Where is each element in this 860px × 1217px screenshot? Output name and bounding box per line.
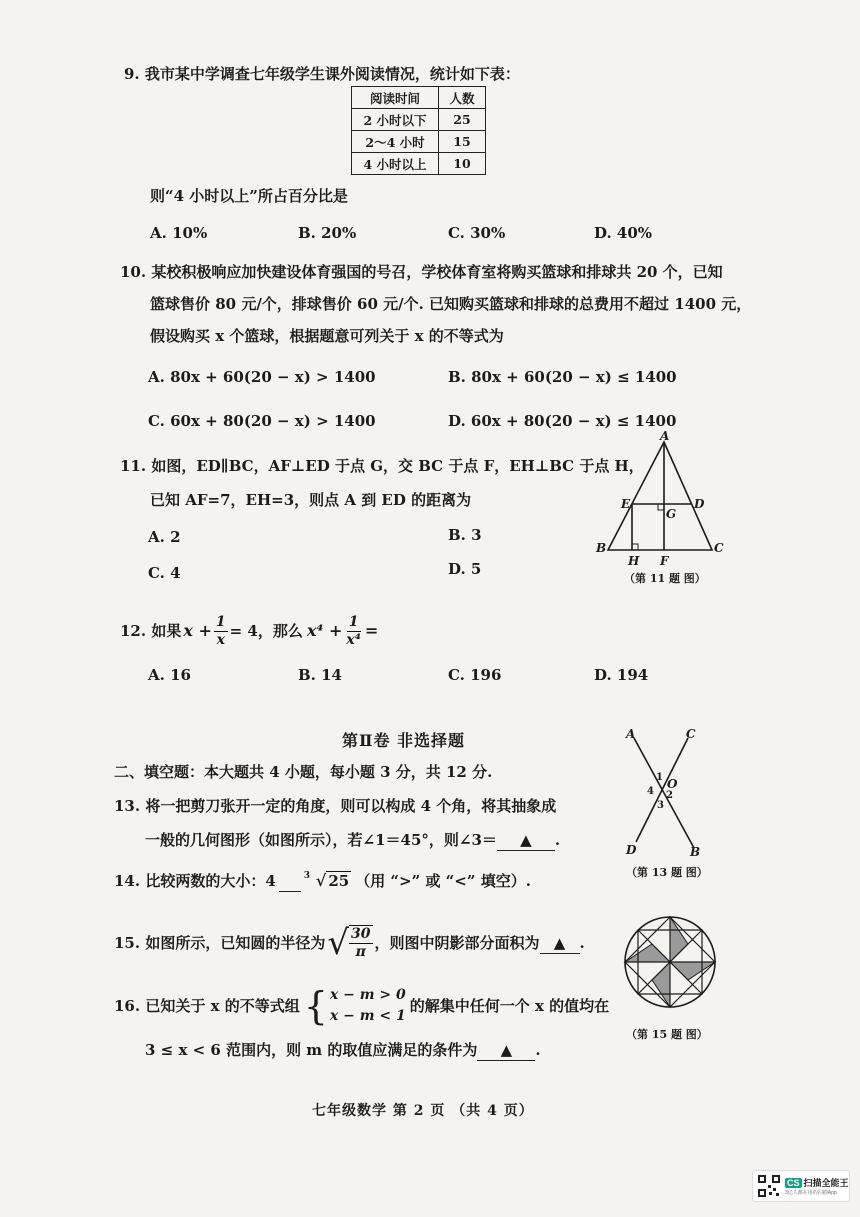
table-row (352, 153, 486, 175)
q10-line-3: 假设购买 x 个篮球，根据题意可列关于 x 的不等式为 (150, 327, 504, 345)
q15-circle-figure (620, 912, 720, 1012)
angle-3: 3 (657, 800, 664, 811)
q10-line-2: 篮球售价 80 元/个，排球售价 60 元/个. 已知购买篮球和排球的总费用不超过 1400 元， (150, 295, 752, 313)
q12-option-a: A. 16 (148, 666, 191, 684)
q11-option-d: D. 5 (448, 560, 482, 578)
label-f: F (660, 554, 669, 568)
scanner-badge (752, 1170, 850, 1202)
q10-option-c: C. 60x + 80(20 − x) > 1400 (148, 412, 376, 430)
q16-line-1: 16. 已知关于 x 的不等式组 { x − m > 0 x − m < 1 的解集中任何一个 x 的值均在 (114, 984, 610, 1028)
page-footer: 七年级数学 第 2 页 （共 4 页） (312, 1103, 534, 1119)
label-o: O (667, 777, 678, 791)
badge-title: 扫描全能王 (803, 1178, 849, 1188)
table-row (352, 109, 486, 131)
qr-code-icon (757, 1174, 781, 1198)
label-d: D (626, 843, 637, 857)
q11-option-a: A. 2 (148, 528, 181, 546)
table-row (352, 131, 486, 153)
q15-stem: 15. 如图所示，已知圆的半径为 √ $\frac{30}{\pi}$ ，则图中阴影部分面积为 ▲ . (114, 923, 585, 963)
label-a: A (660, 429, 670, 443)
table-header-cell: 阅读时间 (352, 87, 439, 109)
table-cell: 2～4 小时 (352, 131, 439, 153)
label-d: D (694, 497, 705, 511)
angle-1: 1 (656, 772, 663, 783)
q13-scissors-figure (616, 724, 708, 860)
q12-option-c: C. 196 (448, 666, 502, 684)
q13-answer-blank[interactable]: ▲ (497, 830, 555, 851)
q10-option-d: D. 60x + 80(20 − x) ≤ 1400 (448, 412, 677, 430)
q9-question: 则“4 小时以上”所占百分比是 (150, 187, 348, 205)
label-b: B (596, 541, 607, 555)
label-c: C (686, 727, 696, 741)
table-cell: 25 (439, 109, 486, 131)
q11-caption: （第 11 题 图） (624, 572, 706, 585)
q14-stem: 14. 比较两数的大小：4 3 √ 25 （用 “>” 或 “<” 填空）. (114, 871, 531, 890)
q15-caption: （第 15 题 图） (626, 1028, 708, 1041)
label-c: C (714, 541, 724, 555)
q16-answer-blank[interactable]: ▲ (477, 1040, 535, 1061)
part-2-title: 第Ⅱ卷 非选择题 (342, 731, 466, 750)
q11-option-b: B. 3 (448, 526, 482, 544)
q11-triangle-figure (592, 428, 728, 568)
q10-option-b: B. 80x + 60(20 − x) ≤ 1400 (448, 368, 677, 386)
table-cell: 4 小时以上 (352, 153, 439, 175)
table-cell: 15 (439, 131, 486, 153)
label-e: E (621, 497, 631, 511)
q12-option-b: B. 14 (298, 666, 342, 684)
q9-reading-table (351, 86, 486, 175)
q12-option-d: D. 194 (594, 666, 649, 684)
q13-line-1: 13. 将一把剪刀张开一定的角度，则可以构成 4 个角，将其抽象成 (114, 797, 557, 815)
badge-subtitle: 3亿人都在用的扫描App (785, 1190, 837, 1196)
q15-answer-blank[interactable]: ▲ (540, 933, 580, 954)
q9-option-d: D. 40% (594, 224, 653, 242)
q11-option-c: C. 4 (148, 564, 181, 582)
angle-4: 4 (647, 786, 654, 797)
q9-option-a: A. 10% (150, 224, 208, 242)
q13-line-2: 一般的几何图形（如图所示），若∠1＝45°，则∠3＝ ▲ . (145, 831, 561, 849)
q10-option-a: A. 80x + 60(20 − x) > 1400 (148, 368, 376, 386)
table-header-row (352, 87, 486, 109)
q9-stem: 9. 我市某中学调查七年级学生课外阅读情况，统计如下表： (124, 65, 520, 83)
section-2-heading: 二、填空题：本大题共 4 小题，每小题 3 分，共 12 分. (114, 763, 493, 781)
angle-2: 2 (666, 790, 673, 801)
table-header-cell: 人数 (439, 87, 486, 109)
q9-option-b: B. 20% (298, 224, 357, 242)
label-b: B (690, 845, 701, 859)
q10-line-1: 10. 某校积极响应加快建设体育强国的号召，学校体育室将购买篮球和排球共 20 个，已知 (120, 263, 723, 281)
table-cell: 2 小时以下 (352, 109, 439, 131)
label-h: H (628, 554, 640, 568)
q12-stem: 12. 如果 x + $\frac{1}{x}$ = 4，那么 x⁴ + $\frac{1}{\text{x⁴}}$ = (120, 613, 379, 648)
q11-line-2: 已知 AF=7，EH=3，则点 A 到 ED 的距离为 (150, 491, 472, 509)
label-a: A (626, 727, 636, 741)
camscanner-logo: CS (787, 1177, 800, 1188)
q14-answer-blank[interactable] (279, 871, 301, 892)
q13-caption: （第 13 题 图） (626, 866, 708, 879)
q11-line-1: 11. 如图，ED∥BC，AF⊥ED 于点 G，交 BC 于点 F，EH⊥BC 于点 H， (120, 457, 644, 475)
table-cell: 10 (439, 153, 486, 175)
q9-option-c: C. 30% (448, 224, 506, 242)
q16-line-2: 3 ≤ x < 6 范围内，则 m 的取值应满足的条件为 ▲ . (145, 1041, 541, 1059)
label-g: G (666, 507, 677, 521)
